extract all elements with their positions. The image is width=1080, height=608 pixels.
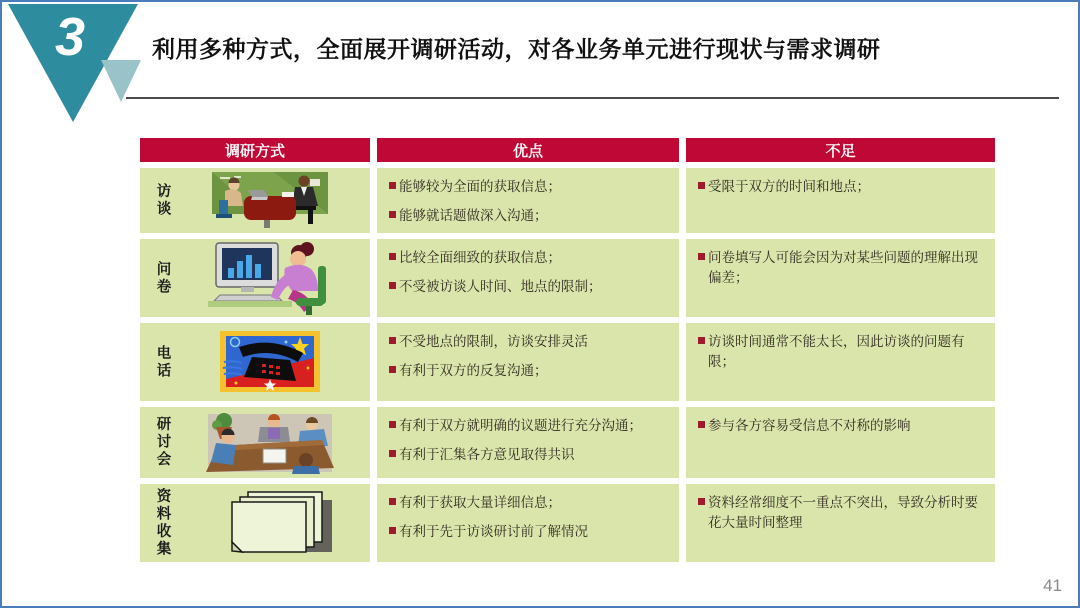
bullet-text: 有利于双方的反复沟通；: [399, 362, 548, 378]
bullet-item: [389, 332, 671, 352]
pros-cell: [377, 407, 679, 478]
bullet-text: 有利于汇集各方意见取得共识: [399, 446, 575, 462]
bullet-item: [389, 248, 671, 268]
bullet-text: 有利于双方就明确的议题进行充分沟通；: [399, 418, 642, 433]
square-bullet-icon: [389, 337, 396, 344]
pros-cell: [377, 168, 679, 233]
square-bullet-icon: [389, 450, 396, 457]
bullet-text: 参与各方容易受信息不对称的影响: [708, 418, 911, 433]
pros-cell: [377, 323, 679, 401]
square-bullet-icon: [698, 253, 705, 260]
bullet-item: [698, 248, 987, 287]
column-header-pros: 优点: [377, 138, 679, 162]
method-cell: [140, 484, 370, 562]
questionnaire-computer-icon: [170, 240, 371, 316]
method-label: 电话: [154, 344, 171, 380]
square-bullet-icon: [389, 253, 396, 260]
cons-cell: [686, 407, 995, 478]
method-label: 研讨会: [154, 416, 171, 469]
cons-cell: [686, 239, 995, 317]
bullet-text: 资料经常细度不一重点不突出，导致分析时要花大量时间整理: [708, 495, 978, 530]
decor-triangle-icon: [101, 60, 141, 102]
square-bullet-icon: [389, 282, 396, 289]
documents-stack-icon: [190, 488, 350, 558]
meeting-scene-icon: [190, 412, 350, 474]
cons-cell: [686, 484, 995, 562]
method-cell: [140, 168, 370, 233]
square-bullet-icon: [389, 421, 396, 428]
bullet-item: [698, 416, 987, 436]
square-bullet-icon: [389, 182, 396, 189]
title-underline: [126, 97, 1059, 99]
bullet-text: 有利于获取大量详细信息；: [399, 495, 561, 510]
bullet-text: 有利于先于访谈研讨前了解情况: [399, 523, 588, 539]
bullet-text: 能够较为全面的获取信息；: [399, 179, 561, 194]
telephone-stamp-icon: [170, 330, 371, 394]
bullet-text: 受限于双方的时间和地点；: [708, 179, 870, 194]
square-bullet-icon: [389, 498, 396, 505]
questionnaire-computer-icon: [190, 240, 350, 316]
pros-cell: [377, 239, 679, 317]
method-label: 访谈: [154, 183, 171, 218]
square-bullet-icon: [698, 498, 705, 505]
section-number: 3: [54, 7, 86, 67]
bullet-item: [389, 277, 671, 297]
interview-scene-icon: [190, 170, 350, 232]
documents-stack-icon: [170, 488, 371, 558]
method-label: 资料收集: [154, 488, 171, 558]
bullet-item: [698, 332, 987, 371]
method-cell: [140, 407, 370, 478]
page-number: 41: [1043, 576, 1062, 595]
telephone-stamp-icon: [196, 330, 344, 394]
method-label: 问卷: [154, 260, 171, 296]
meeting-scene-icon: [170, 412, 371, 474]
interview-scene-icon: [170, 170, 371, 232]
bullet-item: [389, 522, 671, 542]
column-header-cons: 不足: [686, 138, 995, 162]
method-cell: [140, 239, 370, 317]
slide-title: 利用多种方式，全面展开调研活动，对各业务单元进行现状与需求调研: [152, 36, 881, 62]
bullet-text: 问卷填写人可能会因为对某些问题的理解出现偏差；: [708, 250, 978, 285]
pros-cell: [377, 484, 679, 562]
column-header-method: 调研方式: [140, 138, 370, 162]
square-bullet-icon: [698, 337, 705, 344]
bullet-text: 访谈时间通常不能太长，因此访谈的问题有限；: [708, 334, 965, 369]
method-cell: [140, 323, 370, 401]
bullet-text: 比较全面细致的获取信息；: [399, 250, 561, 265]
bullet-item: [698, 177, 987, 197]
bullet-item: [389, 206, 671, 226]
bullet-text: 不受被访谈人时间、地点的限制；: [399, 278, 602, 294]
square-bullet-icon: [698, 182, 705, 189]
bullet-text: 能够就话题做深入沟通；: [399, 207, 548, 223]
bullet-text: 不受地点的限制，访谈安排灵活: [399, 334, 588, 349]
bullet-item: [389, 361, 671, 381]
survey-methods-table: [140, 138, 995, 562]
square-bullet-icon: [389, 211, 396, 218]
square-bullet-icon: [389, 527, 396, 534]
bullet-item: [389, 445, 671, 465]
bullet-item: [389, 177, 671, 197]
cons-cell: [686, 323, 995, 401]
bullet-item: [698, 493, 987, 532]
cons-cell: [686, 168, 995, 233]
square-bullet-icon: [698, 421, 705, 428]
bullet-item: [389, 416, 671, 436]
square-bullet-icon: [389, 366, 396, 373]
bullet-item: [389, 493, 671, 513]
